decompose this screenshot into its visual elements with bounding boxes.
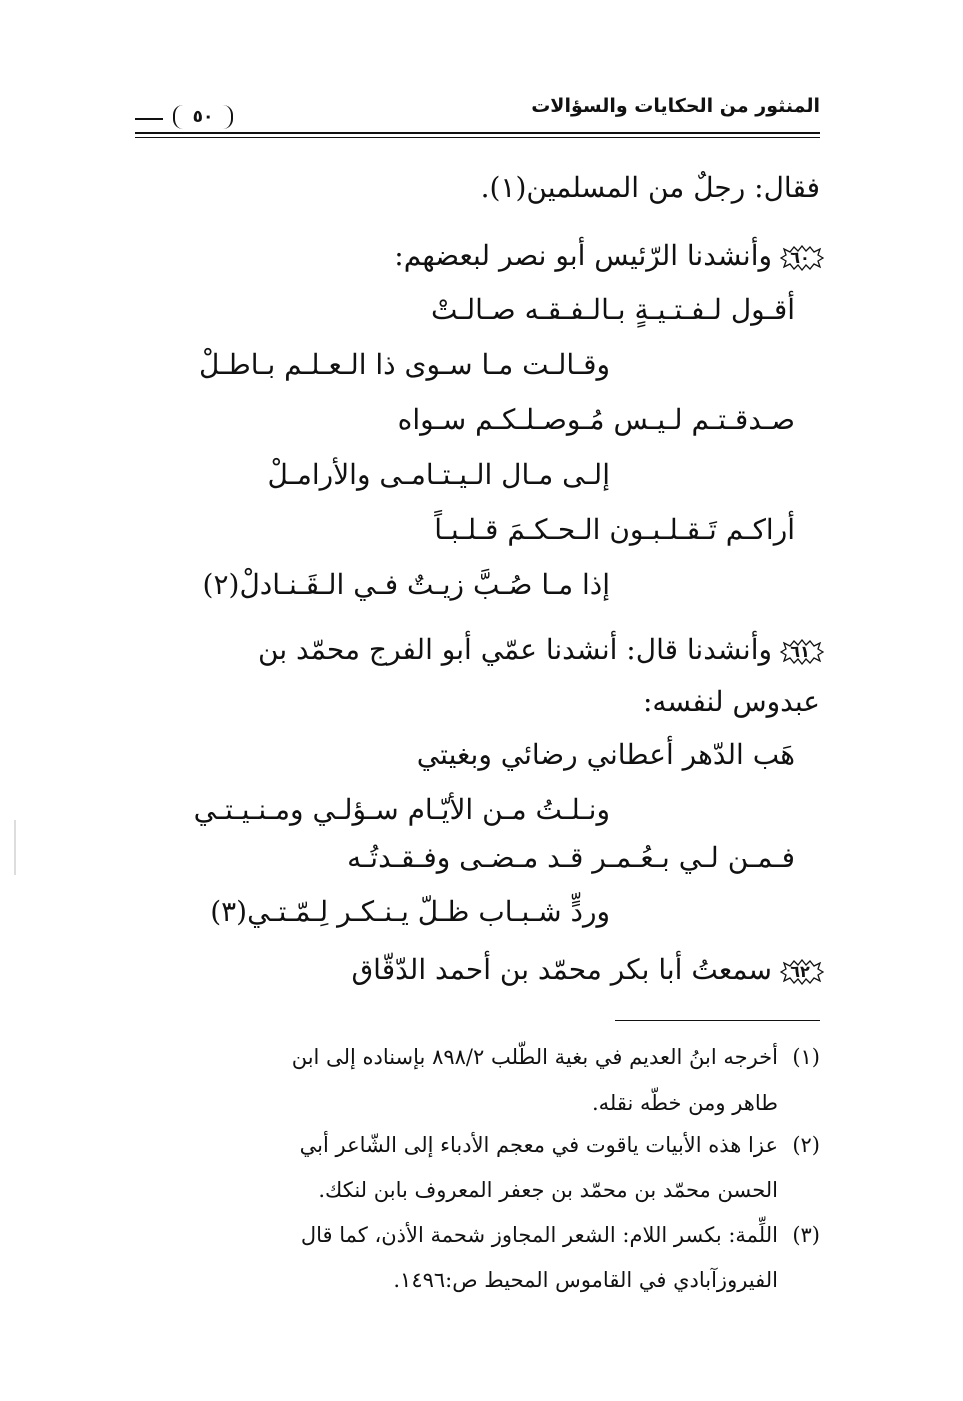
entry-61 — [138, 630, 820, 670]
verse-line: هَب الدّهر أعطاني رضائي وبغيتي — [416, 738, 795, 771]
verse-line: أقـول لـفـتـيـةٍ بـالـفـقـه صـالـتْ — [430, 293, 795, 326]
scan-mark — [14, 820, 16, 875]
entry-number-badge — [780, 959, 820, 985]
verse-line: ونـلـتُ مـن الأيّـام سـؤلـي ومـنـيـتـي — [193, 793, 610, 826]
entry-number: ٦١ — [790, 641, 810, 661]
entry-number-badge — [780, 639, 820, 665]
footnote-number: (٣) — [792, 1223, 820, 1247]
verse-line: صـدقـتـم لـيـس مُـوصـلـكـم سـواه — [397, 403, 795, 436]
page-header — [135, 95, 820, 145]
footnote-number: (٢) — [792, 1133, 820, 1157]
page-number: ٥٠ — [173, 105, 233, 129]
entry-text-continued: عبدوس لنفسه: — [642, 685, 820, 718]
verse-line: أراكـم تَـقـلـبـون الـحـكـمَ قـلـبـاً — [434, 513, 795, 546]
running-title: المنثور من الحكايات والسؤالات — [531, 95, 820, 117]
entry-text: سمعتُ أبا بكر محمّد بن أحمد الدّقّاق — [351, 953, 772, 986]
footnote-text: الحسن محمّد بن محمّد بن جعفر المعروف بابن لنكك. — [318, 1178, 778, 1202]
footnote-text: الفيروزآبادي في القاموس المحيط ص:١٤٩٦. — [393, 1268, 778, 1292]
text-line: فقال: رجلٌ من المسلمين(١). — [480, 171, 820, 204]
page-number-frame — [135, 105, 270, 129]
entry-text: وأنشدنا الرّئيس أبو نصر لبعضهم: — [394, 239, 772, 272]
verse-line: فـمـن لـي بـعُـمـر قـد مـضـى وفـقـدتُـه — [347, 841, 795, 874]
entry-text: وأنشدنا قال: أنشدنا عمّي أبو الفرج محمّد بن — [258, 633, 772, 666]
entry-number-badge — [780, 245, 820, 271]
footnote-separator — [615, 1020, 820, 1021]
footnote-number: (١) — [792, 1045, 820, 1069]
entry-60 — [138, 236, 820, 276]
footnote-text: أخرجه ابنُ العديم في بغية الطّلب ٨٩٨/٢ بإسناده إلى ابن — [291, 1045, 778, 1069]
verse-line: وقـالـت مـا سـوى ذا الـعـلـم بـاطـلْ — [199, 348, 610, 381]
verse-line: إلـى مـال الـيـتـامـى والأرامـلْ — [267, 458, 610, 491]
footnote-text: عزا هذه الأبيات ياقوت في معجم الأدباء إلى الشّاعر أبي — [299, 1133, 778, 1157]
entry-number: ٦٢ — [790, 961, 810, 981]
header-rule — [135, 132, 820, 134]
entry-62 — [138, 950, 820, 990]
verse-line: وردٍّ شـبـاب ظـلّ يـنـكـر لِـمّـتـي(٣) — [210, 895, 610, 928]
ornament-line — [135, 118, 163, 120]
header-rule-thin — [135, 137, 820, 138]
footnote-text: طاهر ومن خطّه نقله. — [592, 1091, 778, 1115]
verse-line: إذا مـا صُـبَّ زيـتٌ فـي الـقَـنـادلْ(٢) — [202, 568, 610, 601]
footnote-text: اللِّمة: بكسر اللام: الشعر المجاوز شحمة الأذن، كما قال — [300, 1223, 778, 1247]
entry-number: ٦٠ — [790, 247, 810, 267]
